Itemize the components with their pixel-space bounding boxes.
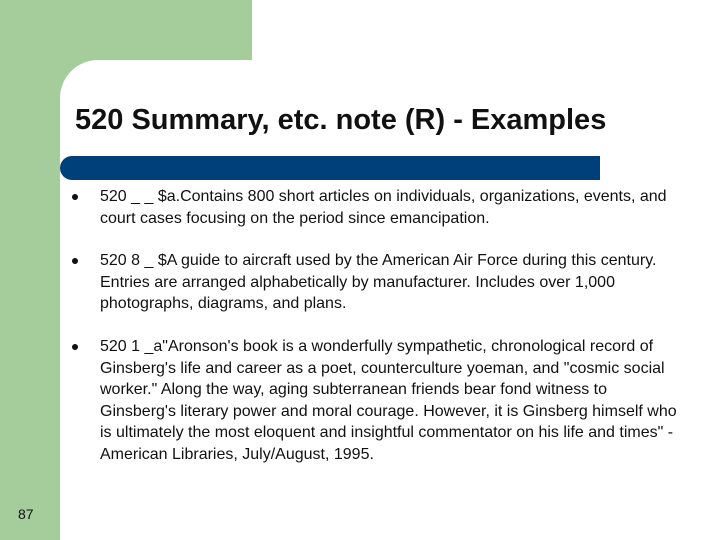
bullet-icon	[72, 344, 78, 350]
bullet-icon	[72, 258, 78, 264]
bullet-item	[72, 250, 682, 315]
bullet-icon	[72, 194, 78, 200]
bullet-item	[72, 186, 682, 229]
bullet-list	[72, 186, 682, 466]
title-underline-bar	[60, 156, 600, 180]
bullet-item	[72, 336, 682, 466]
bullet-text: 520 8 _ $A guide to aircraft used by the American Air Force during this century. Entries are arranged alphabetically by manufacturer. Includes over 1,000 photographs, diagrams, and plans.	[100, 252, 657, 313]
bullet-text: 520 _ _ $a.Contains 800 short articles on individuals, organizations, events, and court cases focusing on the period since emancipation.	[100, 188, 667, 227]
bullet-text: 520 1 _a"Aronson's book is a wonderfully sympathetic, chronological record of Ginsberg's life and career as a poet, counterculture yoeman, and "cosmic social worker." Along the way, aging subterranean friends bear fond witness to Ginsberg's literary power and moral courage. However, it is Ginsberg himself who is ultimately the most eloquent and insightful commentator on his life and times" - American Libraries, July/August, 1995.	[100, 337, 677, 463]
slide-title: 520 Summary, etc. note (R) - Examples	[75, 104, 607, 136]
page-number: 87	[18, 506, 34, 522]
